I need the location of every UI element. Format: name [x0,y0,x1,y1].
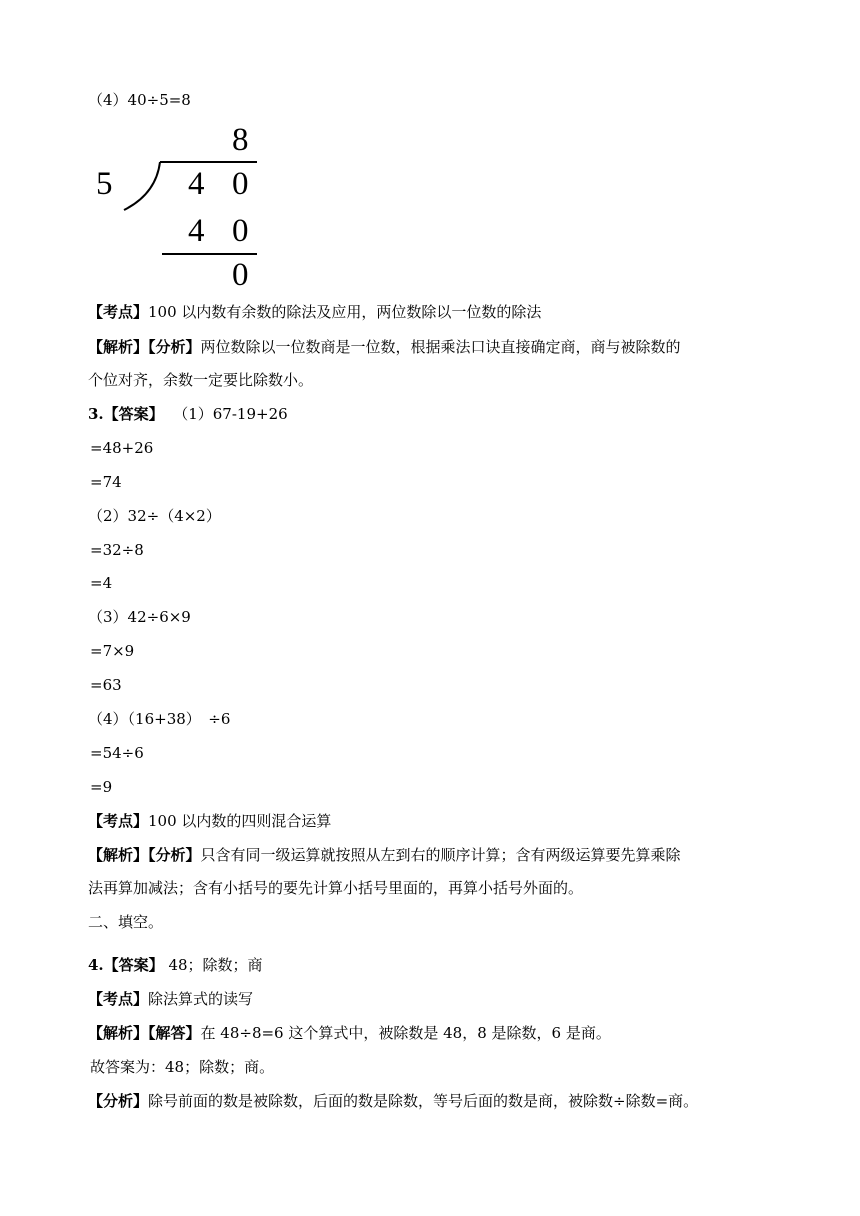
text-line: 4.【答案】 48；除数；商 [88,956,263,974]
text-line: 个位对齐，余数一定要比除数小。 [88,371,314,389]
text-line: （4）（16+38） ÷6 [88,710,231,728]
text-line: （3）42÷6×9 [88,608,191,626]
text-line: 【解析】【分析】两位数除以一位数商是一位数，根据乘法口诀直接确定商，商与被除数的 [88,338,681,356]
text-line: 【考点】100 以内数的四则混合运算 [88,812,332,830]
text-line: =7×9 [90,642,135,660]
text-line: 故答案为：48；除数；商。 [90,1058,275,1076]
text-line: 【分析】除号前面的数是被除数，后面的数是除数，等号后面的数是商，被除数÷除数=商。 [88,1092,699,1110]
text-line: =48+26 [90,439,154,457]
text-line: =54÷6 [90,744,144,762]
product-ones-digit: 0 [232,213,249,249]
text-line: 法再算加减法；含有小括号的要先计算小括号里面的，再算小括号外面的。 [88,879,584,897]
long-division-figure [90,118,270,293]
text-line: =9 [90,778,113,796]
dividend-ones-digit: 0 [232,166,249,202]
text-line: =32÷8 [90,541,144,559]
text-line: 【考点】100 以内数有余数的除法及应用，两位数除以一位数的除法 [88,303,542,321]
product-tens-digit: 4 [188,213,205,249]
division-title: （4）40÷5=8 [88,91,191,109]
text-line: 【考点】除法算式的读写 [88,990,254,1008]
text-line: （2）32÷（4×2） [88,507,221,525]
text-line: =4 [90,574,113,592]
text-line: 3.【答案】 （1）67-19+26 [88,405,288,423]
dividend-tens-digit: 4 [188,166,205,202]
text-line: 【解析】【分析】只含有同一级运算就按照从左到右的顺序计算；含有两级运算要先算乘除 [88,846,681,864]
divisor-digit: 5 [96,166,113,202]
remainder-digit: 0 [232,257,249,293]
section-heading: 二、填空。 [88,913,164,931]
text-line: 【解析】【解答】在 48÷8=6 这个算式中，被除数是 48，8 是除数，6 是商。 [88,1024,611,1042]
text-line: =74 [90,473,122,491]
quotient-digit: 8 [232,122,249,158]
text-line: =63 [90,676,122,694]
